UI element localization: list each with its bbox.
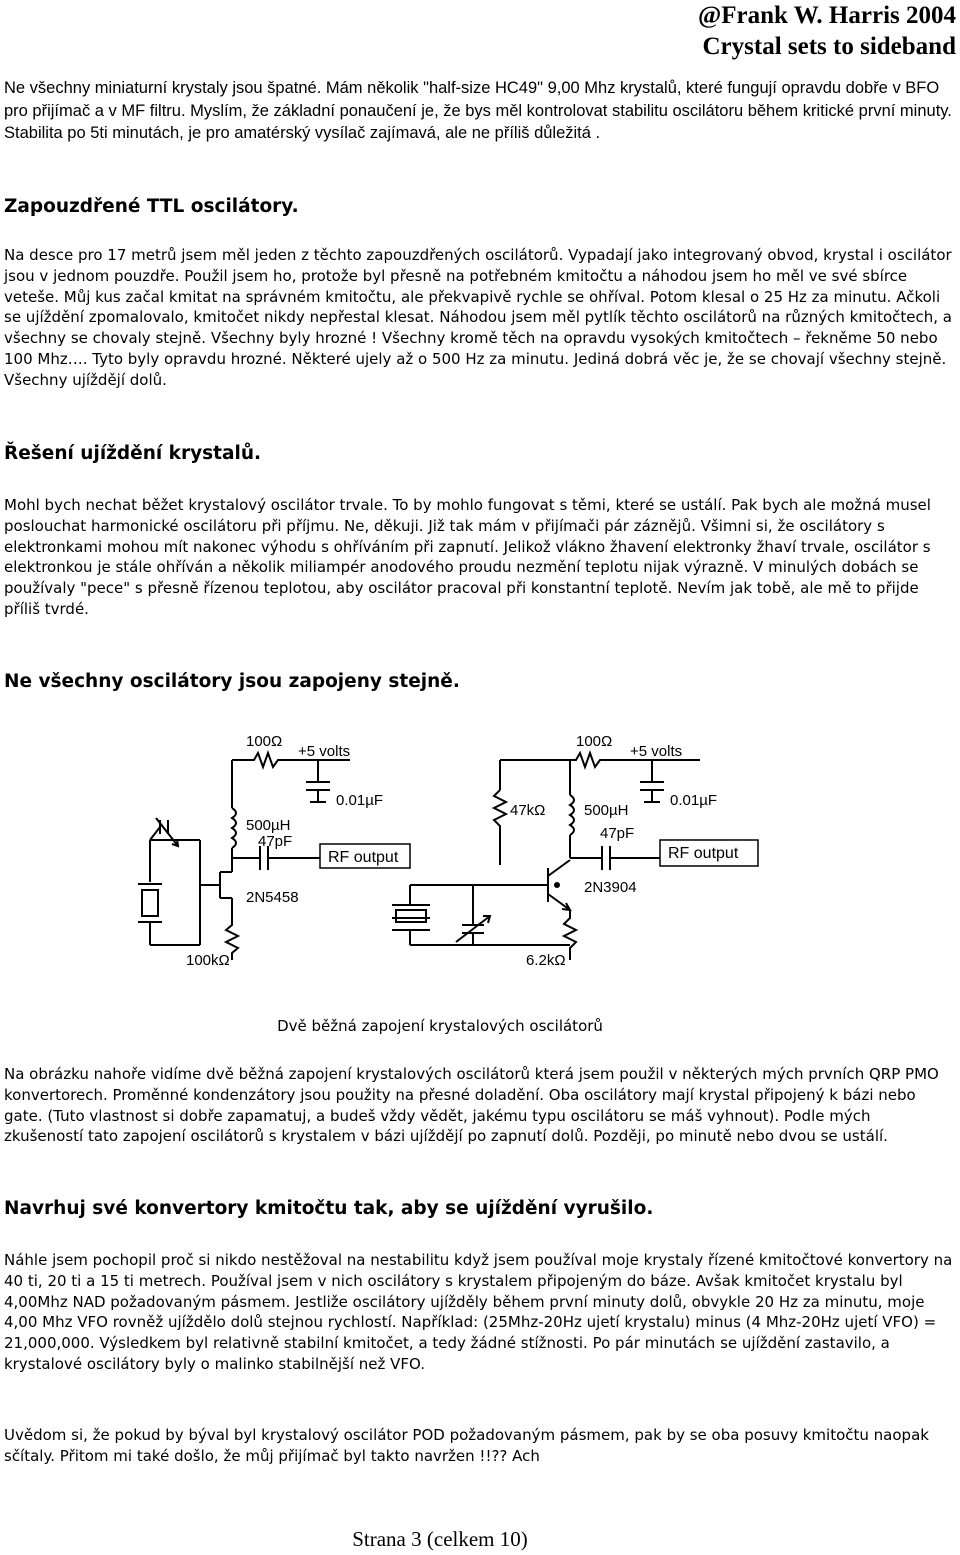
left-output-label: RF output [328,849,399,866]
left-bypass-cap-label: 0.01µF [336,792,383,809]
right-resistor-top-label: 100Ω [576,733,613,750]
left-transistor-label: 2N5458 [246,889,299,906]
paragraph-note: Uvědom si, že pokud by býval byl krystalový oscilátor POD požadovaným pásmem, pak by se oba posuvy kmitočtu naopak sčítaly. Přitom mi také došlo, že můj přijímač byl takto navržen !!?? Ach [4,1426,929,1465]
paragraph-ttl: Na desce pro 17 metrů jsem měl jeden z těchto zapouzdřených oscilátorů. Vypadají jako integrovaný obvod, krystal i oscilátor jsou v jednom pouzdře. Použil jsem ho, protože byl přesně na potřebném kmitočtu a náhodou jsem ho měl ve své sbírce veteše. Můj kus začal kmitat na správném kmitočtu, ale překvapivě rychle se ohříval. Potom klesal o 25 Hz za minutu. Ačkoli se ujíždění zpomalovalo, kmitočet nikdy nepřestal klesat. Náhodou jsem měl pytlík těchto oscilátorů na různých kmitočtech, a všechny se chovaly stejně. Všechny byly hrozné ! Všechny kromě těch na opravdu vysokých kmitočtech – řekněme 50 nebo 100 Mhz…. Tyto byly opravdu hrozné. Některé ujely až o 500 Hz za minutu. Jediná dobrá věc je, že se chovají všechny stejně. Všechny ujíždějí dolů. [4,246,952,389]
right-inductor-label: 500µH [584,802,629,819]
paragraph-drift: Mohl bych nechat běžet krystalový oscilátor trvale. To by mohlo fungovat s těmi, které se ustálí. Pak bych ale možná musel poslouchat harmonické oscilátoru při příjmu. Ne, děkuji. Již tak mám v přijímači pár záznějů. Všimni si, že oscilátory s elektronkami mohou mít nakonec výhodu s ohříváním při zapnutí. Jelikož vlákno žhavení elektronky žhaví trvale, oscilátor s elektronkou je stále ohříván a několik miliampér anodového proudu nezmění teplotu nijak výrazně. V minulých dobách se používaly "pece" s přesně řízenou teplotou, aby oscilátor pracoval při konstantní teplotě. Nevím jak tobě, ale mě to přijde příliš tvrdé. [4,496,931,618]
schematic-fet-oscillator [138,733,410,980]
heading-ttl-oscillators: Zapouzdřené TTL oscilátory. [4,196,299,217]
heading-drift-solution: Řešení ujíždění krystalů. [4,443,262,464]
paragraph-intro: Ne všechny miniaturní krystaly jsou špatné. Mám několik "half-size HC49" 9,00 Mhz krystalů, které fungují opravdu dobře v BFO pro přijímač a v MF filtru. Myslím, že základní ponaučení je, že bys měl kontrolovat stabilitu oscilátoru během kritické první minuty. Stabilita po 5ti minutách, je pro amatérský vysílač zajímavá, ale ne příliš důležitá . [4,79,952,142]
paragraph-figure-description: Na obrázku nahoře vidíme dvě běžná zapojení krystalových oscilátorů která jsem použil v některých mých prvních QRP PMO konvertorech. Proměnné kondenzátory jsou použity na přesné doladění. Oba oscilátory mají krystal připojený k bázi nebo gate. (Tuto vlastnost si dobře zapamatuj, a budeš vždy vědět, jakému typu oscilátoru se máš vyhnout). Podle mých zkušeností tato zapojení oscilátorů s krystalem v bázi ujíždějí po zapnutí dolů. Později, po minutě nebo dvou se ustálí. [4,1065,939,1146]
left-supply-label: +5 volts [298,743,351,760]
oscillator-schematics [0,720,960,980]
figure-caption: Dvě běžná zapojení krystalových oscilátorů [277,1017,603,1035]
heading-not-same: Ne všechny oscilátory jsou zapojeny stejně. [4,671,460,692]
schematic-bjt-oscillator [392,733,758,969]
page-header [698,0,956,62]
right-resistor-bottom [564,910,576,960]
right-resistor-bias [494,790,506,865]
right-supply-label: +5 volts [630,743,683,760]
right-resistor-bias-label: 47kΩ [510,802,546,819]
header-author: @Frank W. Harris 2004 [698,2,956,29]
right-output-label: RF output [668,845,739,862]
left-crystal [142,890,158,916]
right-inductor [570,795,574,835]
right-bypass-cap-label: 0.01µF [670,792,717,809]
left-inductor [232,808,236,848]
right-resistor-bottom-label: 6.2kΩ [526,952,566,969]
paragraph-converter: Náhle jsem pochopil proč si nikdo nestěžoval na nestabilitu když jsem používal moje krystaly řízené kmitočtové konvertory na 40 ti, 20 ti a 15 ti metrech. Používal jsem v nich oscilátory s krystalem připojeným do báze. Avšak kmitočet krystalu byl 4,00Mhz NAD požadovaným pásmem. Jestliže oscilátory ujížděly během první minuty dolů, obvykle 20 Hz za minutu, moje 4,00 Mhz VFO rovněž ujíždělo dolů stejnou rychlostí. Například: (25Mhz-20Hz ujetí krystalu) minus (4 Mhz-20Hz ujetí VFO) = 21,000,000. Výsledkem byl relativně stabilní kmitočet, a tedy žádné stížnosti. Po pár minutách se ujíždění zastavilo, a krystalové oscilátory byly o malinko stabilnější než VFO. [4,1251,953,1373]
page-number: Strana 3 (celkem 10) [352,1527,528,1551]
left-inductor-label: 500µH [246,817,291,834]
left-resistor-bottom-label: 100kΩ [186,952,230,969]
right-output-cap-label: 47pF [600,825,635,842]
header-book-title: Crystal sets to sideband [702,33,956,60]
left-output-cap-label: 47pF [258,833,293,850]
right-crystal [396,910,426,922]
left-resistor-top-label: 100Ω [246,733,283,750]
heading-converter-design: Navrhuj své konvertory kmitočtu tak, aby se ujíždění vyrušilo. [4,1198,654,1219]
right-transistor-label: 2N3904 [584,879,637,896]
